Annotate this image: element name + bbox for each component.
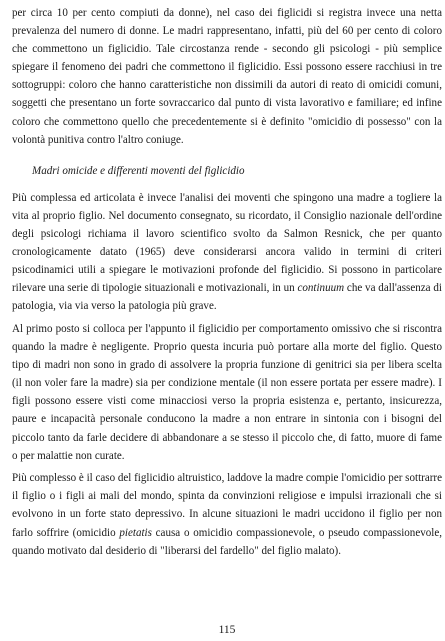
paragraph-moventi bbox=[12, 189, 442, 316]
paragraph-text: che va dall'assenza di patologia, via via verso la patologia più grave. bbox=[12, 282, 442, 313]
paragraph-text: Più complessa ed articolata è invece l'analisi dei moventi che spingono una madre a togliere la vita al proprio figlio. Nel documento consegnato, su ricordato, il Consiglio nazionale dell'ordine degli psicologi richiama il lavoro scientifico svolto da Salmon Resnick, che per quanto cronologicamente datato (1965) deve considerarsi ancora valido in termini di criteri psicodinamici utili a spiegare le motivazioni profonde del figlicidio. Si possono in particolare rilevare una serie di tipologie situazionali e motivazionali, in un bbox=[12, 191, 442, 295]
page-number: 115 bbox=[218, 624, 236, 636]
paragraph-altruistico bbox=[12, 469, 442, 559]
section-heading: Madri omicide e differenti moventi del figlicidio bbox=[32, 164, 245, 177]
italic-term: continuum bbox=[297, 282, 345, 295]
italic-term: pietatis bbox=[119, 526, 152, 539]
paragraph-text: Più complesso è il caso del figlicidio altruistico, laddove la madre compie l'omicidio per sottrarre il figlio o i figli ai mali del mondo, spinta da convinzioni religiose e impulsi irrazionali che si evolvono in un forte stato depressivo. In alcune situazioni le madri uccidono il figlio per non farlo soffrire (omicidio bbox=[12, 472, 442, 539]
document-page bbox=[12, 4, 442, 640]
paragraph-omissivo bbox=[12, 320, 442, 465]
paragraph-text: Al primo posto si colloca per l'appunto il figlicidio per comportamento omissivo che si riscontra quando la madre è negligente. Proprio questa incuria può portare alla morte del figlio. Questo tipo di madri non sono in grado di assolvere la propria funzione di genitrici sia per libera scelta (il non voler fare la madre) sia per condizione mentale (il non essere portata per essere madre). I figli possono essere visti come minacciosi verso la propria esistenza e, pertanto, insicurezza, paure e incapacità personale conducono la madre a non entrare in sintonia con i bisogni del piccolo tanto da farle decidere di abbandonare a se stesso il piccolo che, di fatto, muore di fame o per malattie non curate. bbox=[12, 323, 442, 462]
paragraph-intro: per circa 10 per cento compiuti da donne), nel caso dei figlicidi si registra invece una netta prevalenza del numero di donne. Le madri rappresentano, infatti, più del 60 per cento di coloro che commettono un figlicidio. Tale circostanza rende - secondo gli psicologi - più semplice spiegare il fenomeno dei padri che commettono il figlicidio. Essi possono essere racchiusi in tre sottogruppi: coloro che hanno caratteristiche non dissimili da autori di reato di omicidi comuni, soggetti che presentano un forte sovraccarico dal punto di vista lavorativo e familiare; ed infine coloro che commettono quello che precedentemente si è definito "omicidio di possesso" con la volontà punitiva contro l'altro coniuge. bbox=[12, 7, 442, 146]
paragraph-text: causa o omicidio compassionevole, o pseudo compassionevole, quando motivato dal desiderio di "liberarsi del fardello" del figlio malato). bbox=[12, 526, 442, 557]
